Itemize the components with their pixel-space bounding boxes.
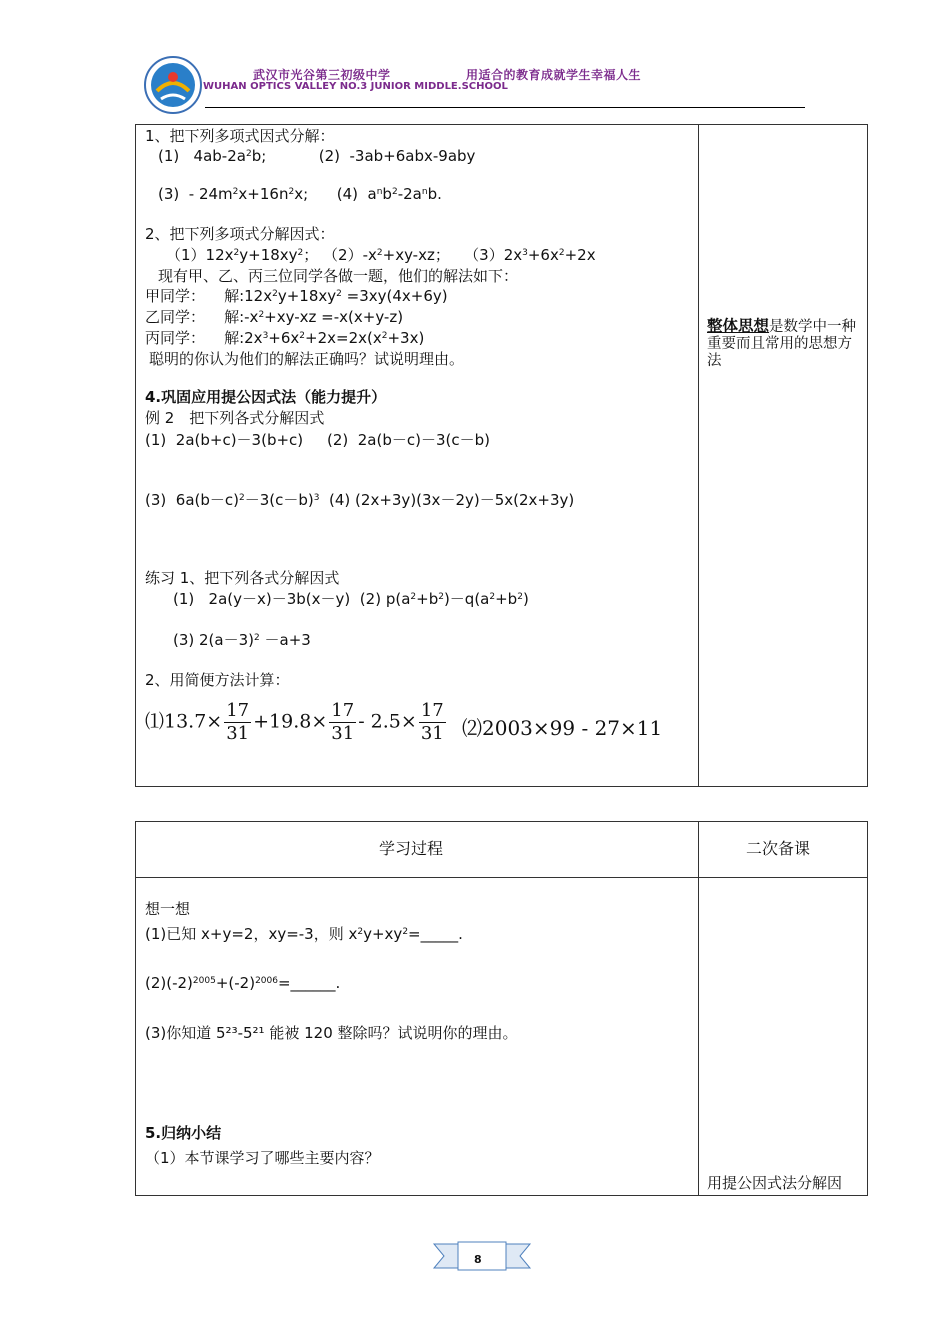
school-motto: 用适合的教育成就学生幸福人生 bbox=[466, 68, 642, 82]
page-number: 8 bbox=[474, 1253, 482, 1266]
school-name-cn: 武汉市光谷第三初级中学 bbox=[253, 68, 391, 82]
student-yi-label: 乙同学： bbox=[145, 308, 206, 326]
student-bing-label: 丙同学： bbox=[145, 329, 206, 347]
table-2-header-rule bbox=[135, 877, 868, 878]
practice-1-items-a: (1) 2a(y－x)－3b(x－y) (2) $p(a^2+b^2)-q(a^2+b^2)$ bbox=[173, 590, 529, 608]
header-learning-process: 学习过程 bbox=[379, 839, 444, 858]
student-yi: 乙同学： 解$:-x^2+xy-xz =-x(x+y-z)$ bbox=[145, 308, 404, 326]
section-4-title: 4.巩固应用提公因式法（能力提升） bbox=[145, 388, 387, 406]
exercise-2-intro: 现有甲、乙、丙三位同学各做一题，他们的解法如下： bbox=[158, 267, 519, 285]
exercise-2-items: $(1)12x^2y+18xy^2$； $(2)-x^2+xy-xz$； $(3)2x^3+6x^2+2x$ bbox=[166, 246, 596, 264]
exercise-1-title: 1、把下列多项式因式分解： bbox=[145, 127, 335, 145]
student-jia-label: 甲同学： bbox=[145, 287, 206, 305]
example-2-items-b: (3) $6a(b-c)^2-3(c-b)^3$ (4) (2x+3y)(3x－2y)－5x(2x+3y) bbox=[145, 491, 575, 509]
example-2-title: 例 2 把下列各式分解因式 bbox=[145, 409, 325, 427]
exercise-2-title: 2、把下列多项式分解因式： bbox=[145, 225, 335, 243]
think-title: 想一想 bbox=[145, 900, 191, 918]
simplify-calc-1: ⑴13.7× $\frac{17}{31}$ +19.8× $\frac{17}{31}$ - 2.5× $\frac{17}{31}$ bbox=[145, 700, 444, 744]
header-rule bbox=[205, 107, 805, 108]
exercise-1-items-a: (1) $4ab-2a^2b$; (2) -3ab+6abx-9aby bbox=[158, 147, 476, 165]
exercise-1-items-b: $(3) - 24m^2x+16n^2x$; (4) $a^nb^2-2a^nb$. bbox=[158, 185, 442, 203]
practice-1-items-b: (3) $2(a-3)^2 -a+3$ bbox=[173, 631, 311, 649]
example-2-items-a: (1) 2a(b+c)－3(b+c) (2) 2a(b－c)－3(c－b) bbox=[145, 431, 490, 449]
side-note-bottom: 用提公因式法分解因 bbox=[707, 1174, 843, 1192]
summary-q1: （1）本节课学习了哪些主要内容？ bbox=[145, 1149, 380, 1167]
practice-1-title: 练习 1、把下列各式分解因式 bbox=[145, 569, 340, 587]
table-1-divider bbox=[698, 124, 699, 787]
side-note-holistic bbox=[707, 318, 862, 370]
side-note-text: 是数学中一种重要而且常用的思想方法 bbox=[707, 319, 857, 369]
simplify-calc-2: ⑵2003×99 - 27×11 bbox=[462, 716, 663, 740]
side-note-keyword: 整体思想 bbox=[707, 317, 770, 335]
think-q3: (3)你知道 5²³-5²¹ 能被 120 整除吗？试说明你的理由。 bbox=[145, 1024, 518, 1042]
section-5-title: 5.归纳小结 bbox=[145, 1124, 222, 1142]
think-q2: $(2)(-2)^{2005}+(-2)^{2006}=\_\_\_\_\_\_$. bbox=[145, 974, 341, 992]
exercise-2-question: 聪明的你认为他们的解法正确吗？试说明理由。 bbox=[149, 350, 465, 368]
school-name-en: WUHAN OPTICS VALLEY NO.3 JUNIOR MIDDLE.SCHOOL bbox=[203, 81, 508, 92]
student-jia: 甲同学： 解$:12x^2y+18xy^2 =3xy(4x+6y)$ bbox=[145, 287, 448, 305]
page-number-ribbon bbox=[432, 1238, 532, 1274]
header-second-prep: 二次备课 bbox=[746, 839, 811, 858]
practice-2-title: 2、用简便方法计算： bbox=[145, 671, 290, 689]
school-logo bbox=[143, 55, 203, 115]
student-bing: 丙同学： 解$:2x^3+6x^2+2x=2x(x^2+3x)$ bbox=[145, 329, 425, 347]
think-q1: (1)已知 x+y=2，xy=-3，则 $x^2y+xy^2=\_\_\_\_\_$. bbox=[145, 925, 463, 943]
